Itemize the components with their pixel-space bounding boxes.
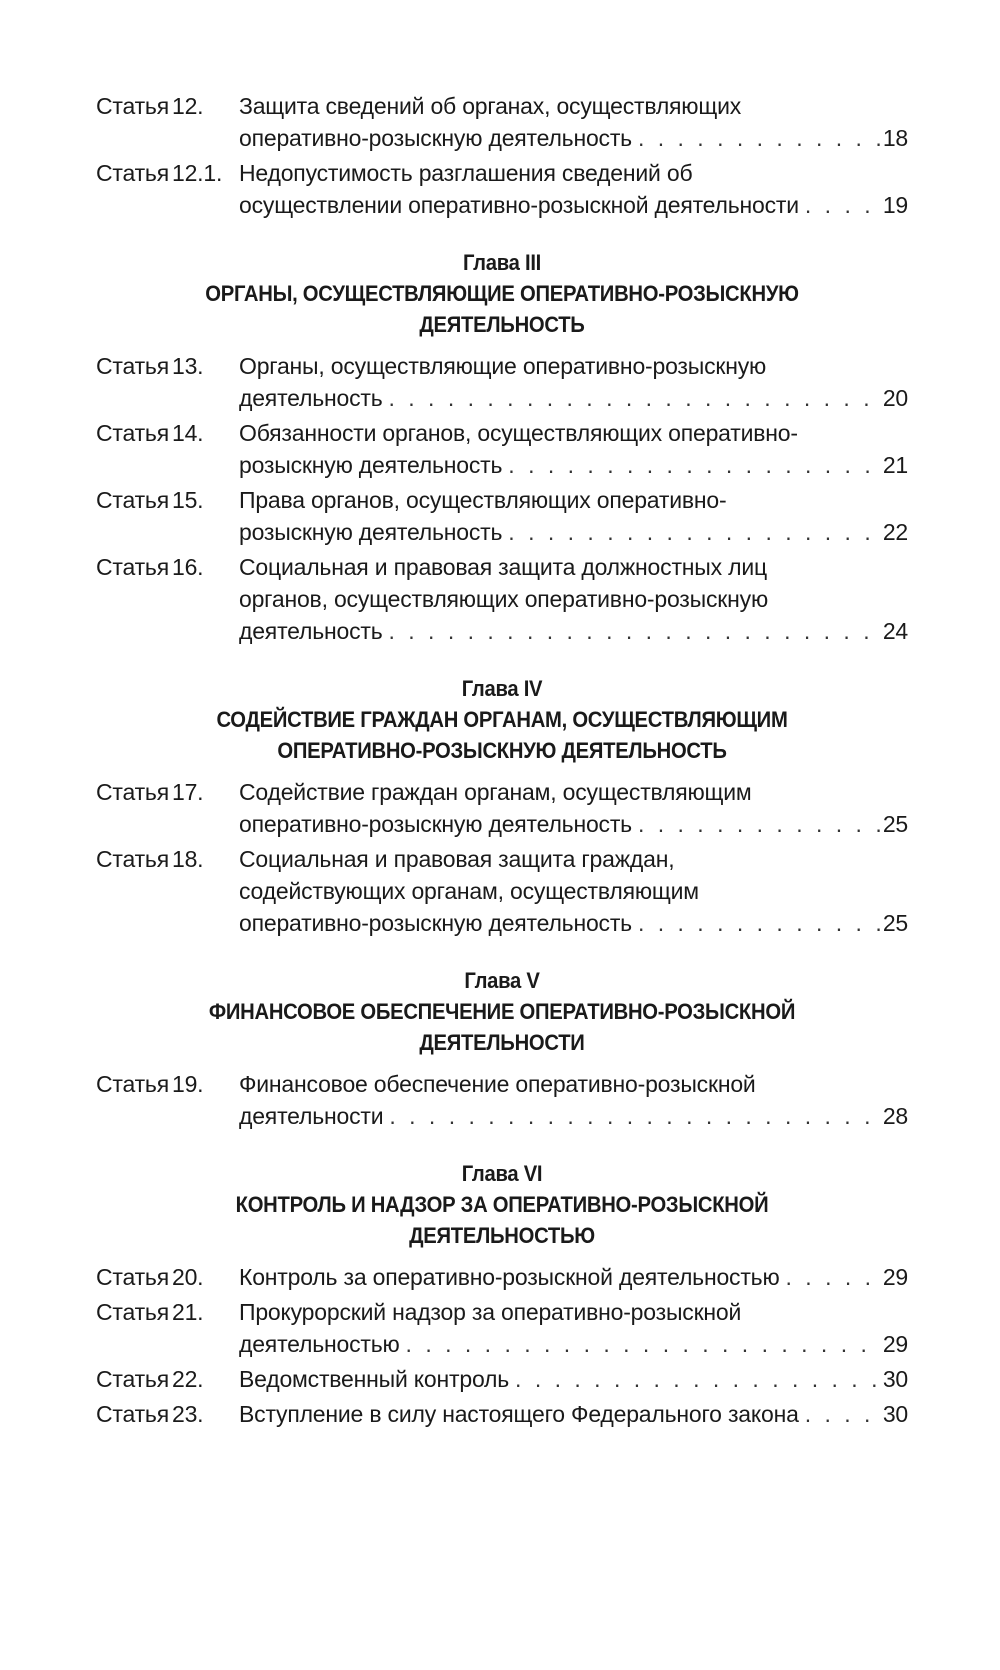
chapter-title-line: ДЕЯТЕЛЬНОСТЬ xyxy=(419,312,585,337)
dot-leader xyxy=(632,808,880,840)
article-title-text: деятельность xyxy=(239,385,383,411)
toc-entry xyxy=(96,1296,908,1360)
page-number: 30 xyxy=(882,1366,908,1392)
article-word: Статья xyxy=(96,93,169,119)
article-word: Статья xyxy=(96,1299,169,1325)
article-title-line: Обязанности органов, осуществляющих оперативно- xyxy=(239,420,798,446)
chapter-heading xyxy=(128,673,875,766)
article-number: 21. xyxy=(172,1299,204,1325)
article-title xyxy=(239,1296,908,1360)
page-number: 19 xyxy=(882,192,908,218)
chapter-heading xyxy=(128,1158,875,1251)
chapter-heading xyxy=(128,247,875,340)
article-title-text: осуществлении оперативно-розыскной деятельности xyxy=(239,192,799,218)
dot-leader xyxy=(383,1100,880,1132)
article-title-line: Социальная и правовая защита должностных лиц xyxy=(239,554,767,580)
toc-entry xyxy=(96,417,908,481)
article-title-line: органов, осуществляющих оперативно-розыскную xyxy=(239,586,768,612)
dot-leader xyxy=(799,189,880,221)
page-number: 28 xyxy=(882,1103,908,1129)
article-title xyxy=(239,843,908,939)
page-number: 25 xyxy=(882,811,908,837)
chapter-title-line: ОРГАНЫ, ОСУЩЕСТВЛЯЮЩИЕ ОПЕРАТИВНО-РОЗЫСКНУЮ xyxy=(205,281,799,306)
article-word: Статья xyxy=(96,160,169,186)
article-title-line: Недопустимость разглашения сведений об xyxy=(239,160,693,186)
article-number: 12.1. xyxy=(172,160,223,186)
table-of-contents xyxy=(96,90,908,1433)
article-title-line: Органы, осуществляющие оперативно-розыскную xyxy=(239,353,767,379)
article-title-last-line xyxy=(239,1100,908,1132)
toc-entry xyxy=(96,350,908,414)
article-number: 14. xyxy=(172,420,204,446)
article-number: 22. xyxy=(172,1366,204,1392)
article-word: Статья xyxy=(96,1401,169,1427)
chapter-label: Глава V xyxy=(464,968,540,993)
article-title-text: оперативно-розыскную деятельность xyxy=(239,910,632,936)
toc-entry xyxy=(96,484,908,548)
chapter-title-line: ОПЕРАТИВНО-РОЗЫСКНУЮ ДЕЯТЕЛЬНОСТЬ xyxy=(277,738,727,763)
dot-leader xyxy=(509,1363,880,1395)
article-title-last-line xyxy=(239,122,908,154)
article-title-last-line xyxy=(239,516,908,548)
article-number: 12. xyxy=(172,93,204,119)
article-title-line: Социальная и правовая защита граждан, xyxy=(239,846,675,872)
article-title-last-line xyxy=(239,189,908,221)
article-title xyxy=(239,417,908,481)
page-number: 24 xyxy=(882,618,908,644)
article-number: 13. xyxy=(172,353,204,379)
dot-leader xyxy=(632,907,880,939)
article-title-last-line xyxy=(239,615,908,647)
dot-leader xyxy=(382,382,880,414)
article-title-text: деятельностью xyxy=(239,1331,400,1357)
article-word: Статья xyxy=(96,1264,169,1290)
dot-leader xyxy=(502,449,880,481)
article-word: Статья xyxy=(96,487,169,513)
toc-entry xyxy=(96,1068,908,1132)
article-title-last-line xyxy=(239,1261,908,1293)
article-title-line: Прокурорский надзор за оперативно-розыскной xyxy=(239,1299,742,1325)
chapter-label: Глава IV xyxy=(461,676,543,701)
article-title-line: Права органов, осуществляющих оперативно- xyxy=(239,487,727,513)
article-title-line: Защита сведений об органах, осуществляющих xyxy=(239,93,742,119)
chapter-title-line: СОДЕЙСТВИЕ ГРАЖДАН ОРГАНАМ, ОСУЩЕСТВЛЯЮЩИМ xyxy=(216,707,788,732)
article-title xyxy=(239,1363,908,1395)
article-title xyxy=(239,1068,908,1132)
page-number: 30 xyxy=(882,1401,908,1427)
article-word: Статья xyxy=(96,554,169,580)
article-number: 20. xyxy=(172,1264,204,1290)
toc-entry xyxy=(96,157,908,221)
article-word: Статья xyxy=(96,1366,169,1392)
toc-entry xyxy=(96,776,908,840)
article-title-last-line xyxy=(239,382,908,414)
dot-leader xyxy=(632,122,880,154)
article-number: 16. xyxy=(172,554,204,580)
chapter-title-line: ДЕЯТЕЛЬНОСТИ xyxy=(419,1030,585,1055)
chapter-label: Глава VI xyxy=(461,1161,543,1186)
page-number: 25 xyxy=(882,910,908,936)
article-title-text: оперативно-розыскную деятельность xyxy=(239,811,632,837)
page-number: 29 xyxy=(882,1331,908,1357)
article-title-text: розыскную деятельность xyxy=(239,452,503,478)
article-title xyxy=(239,157,908,221)
article-title-last-line xyxy=(239,1363,908,1395)
article-word: Статья xyxy=(96,779,169,805)
page-number: 21 xyxy=(882,452,908,478)
toc-entry xyxy=(96,1363,908,1395)
article-number: 19. xyxy=(172,1071,204,1097)
article-title xyxy=(239,90,908,154)
toc-entry xyxy=(96,90,908,154)
toc-entry xyxy=(96,1261,908,1293)
dot-leader xyxy=(382,615,880,647)
article-title-last-line xyxy=(239,1328,908,1360)
article-number: 23. xyxy=(172,1401,204,1427)
article-title xyxy=(239,776,908,840)
article-title-last-line xyxy=(239,1398,908,1430)
page-number: 18 xyxy=(882,125,908,151)
chapter-label: Глава III xyxy=(462,250,542,275)
article-title-last-line xyxy=(239,449,908,481)
page-number: 29 xyxy=(882,1264,908,1290)
article-word: Статья xyxy=(96,1071,169,1097)
article-title-text: Ведомственный контроль xyxy=(239,1366,510,1392)
article-title-text: розыскную деятельность xyxy=(239,519,503,545)
chapter-heading xyxy=(128,965,875,1058)
toc-entry xyxy=(96,551,908,647)
article-number: 17. xyxy=(172,779,204,805)
article-title xyxy=(239,484,908,548)
article-number: 18. xyxy=(172,846,204,872)
dot-leader xyxy=(502,516,880,548)
page-number: 20 xyxy=(882,385,908,411)
dot-leader xyxy=(400,1328,880,1360)
article-title-text: Контроль за оперативно-розыскной деятельностью xyxy=(239,1264,780,1290)
article-title xyxy=(239,350,908,414)
dot-leader xyxy=(799,1398,880,1430)
article-title-last-line xyxy=(239,907,908,939)
article-word: Статья xyxy=(96,353,169,379)
page-number: 22 xyxy=(882,519,908,545)
article-title-line: Финансовое обеспечение оперативно-розыскной xyxy=(239,1071,756,1097)
article-title-text: деятельность xyxy=(239,618,383,644)
article-word: Статья xyxy=(96,846,169,872)
article-title xyxy=(239,1398,908,1430)
chapter-title-line: ДЕЯТЕЛЬНОСТЬЮ xyxy=(409,1223,595,1248)
article-title xyxy=(239,551,908,647)
article-word: Статья xyxy=(96,420,169,446)
chapter-title-line: ФИНАНСОВОЕ ОБЕСПЕЧЕНИЕ ОПЕРАТИВНО-РОЗЫСКНОЙ xyxy=(208,999,796,1024)
article-title-text: оперативно-розыскную деятельность xyxy=(239,125,632,151)
article-title xyxy=(239,1261,908,1293)
toc-entry xyxy=(96,1398,908,1430)
chapter-title-line: КОНТРОЛЬ И НАДЗОР ЗА ОПЕРАТИВНО-РОЗЫСКНОЙ xyxy=(235,1192,769,1217)
article-title-line: Содействие граждан органам, осуществляющим xyxy=(239,779,752,805)
dot-leader xyxy=(780,1261,880,1293)
article-title-text: деятельности xyxy=(239,1103,384,1129)
article-number: 15. xyxy=(172,487,204,513)
article-title-text: Вступление в силу настоящего Федерального закона xyxy=(239,1401,799,1427)
article-title-line: содействующих органам, осуществляющим xyxy=(239,878,699,904)
article-title-last-line xyxy=(239,808,908,840)
toc-entry xyxy=(96,843,908,939)
